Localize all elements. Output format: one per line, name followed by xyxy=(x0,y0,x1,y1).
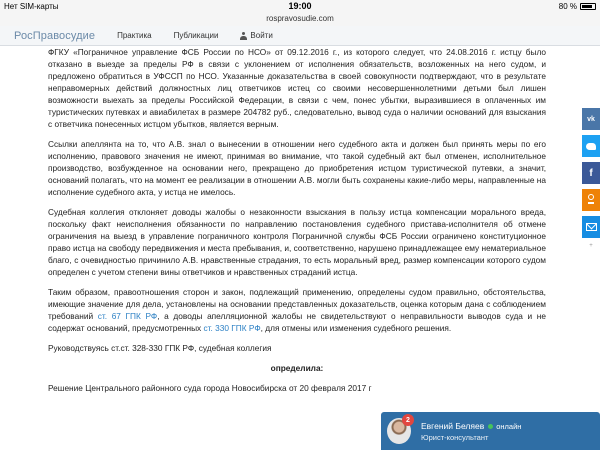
url-text: rospravosudie.com xyxy=(266,14,334,23)
twitter-icon[interactable] xyxy=(582,135,600,157)
online-status: онлайн xyxy=(496,422,522,431)
vk-icon[interactable]: vk xyxy=(582,108,600,130)
nav-login[interactable]: Войти xyxy=(240,31,272,40)
paragraph: Руководствуясь ст.ст. 328-330 ГПК РФ, судебная коллегия xyxy=(48,343,272,353)
address-bar[interactable] xyxy=(0,14,600,26)
battery-indicator xyxy=(559,2,596,11)
consultant-name: Евгений Беляев онлайн xyxy=(421,421,522,431)
site-logo[interactable]: РосПравосудие xyxy=(14,29,96,42)
paragraph: Ссылки апеллянта на то, что А.В. знал о вынесении в отношении него судебного акта и должен был принять меры по его исполнению, правового значения не имеют, принимая во внимание, что такой судебный акт был отменен, исполнительное производство, возбужденное на основании него, прекращено до приобретения истцом туристической путевки, а значит, оснований полагать, что на момент ее реализации в отношении А.В. могли быть сохранены какие-либо меры, направленные на исполнение судебного акта, у истца не имелось. xyxy=(48,139,546,197)
status-bar xyxy=(0,0,600,14)
facebook-icon[interactable]: f xyxy=(582,162,600,184)
law-link-st67[interactable]: ст. 67 ГПК РФ xyxy=(97,311,158,321)
nav-publications[interactable]: Публикации xyxy=(173,31,219,40)
battery-icon xyxy=(580,3,596,10)
battery-percent: 80 % xyxy=(558,2,577,11)
ruling-heading: определила: xyxy=(270,363,324,373)
unread-badge: 2 xyxy=(402,414,414,426)
paragraph: ФГКУ «Пограничное управление ФСБ России по НСО» от 09.12.2016 г., из которого следует, что 24.08.2016 г. истцу было отказано в выезде за пределы РФ в связи с уклонением от исполнения обязательств, возложенных на него судом, и предложено обратиться в УФССП по НСО. Указанные доказательства в своей совокупности подтверждают, что в результате неправомерных действий должностных лиц ответчиков истец со своими несовершеннолетними детьми был лишен возможности выехать за пределы Российской Федерации, в связи с чем, понес убытки, выразившиеся в оплаченных им туристических путевках и авиабилетах в размере 204782 руб., следовательно, вывод суда о наличии оснований для взыскания с ответчика понесенных истцом убытков, является верным. xyxy=(48,47,546,129)
consultant-role: Юрист-консультант xyxy=(421,433,489,442)
odnoklassniki-icon[interactable] xyxy=(582,189,600,211)
nav-practice[interactable]: Практика xyxy=(117,31,152,40)
carrier-label: Нет SIM-карты xyxy=(4,2,59,11)
more-share-icon[interactable]: + xyxy=(589,243,593,249)
paragraph: Таким образом, правоотношения сторон и закон, подлежащий применению, определены судом правильно, обстоятельства, имеющие значение для дела, установлены на основании представленных доказательств, оценка которым дана с соблюдением требований ст. 67 ГПК РФ, а доводы апелляционной жалобы не свидетельствуют о неправильности выводов суда и не содержат оснований, предусмотренных ст. 330 ГПК РФ, для отмены или изменения судебного решения. xyxy=(48,287,547,333)
law-link-st330[interactable]: ст. 330 ГПК РФ xyxy=(203,323,261,333)
share-bar xyxy=(582,108,600,249)
user-icon xyxy=(240,32,247,40)
clock: 19:00 xyxy=(288,1,312,11)
online-dot-icon xyxy=(488,424,493,429)
mail-icon[interactable] xyxy=(582,216,600,238)
paragraph: Решение Центрального районного суда города Новосибирска от 20 февраля 2017 г xyxy=(48,383,372,393)
chat-widget[interactable] xyxy=(381,412,600,450)
article-body xyxy=(48,46,546,402)
site-nav xyxy=(0,26,600,46)
paragraph: Судебная коллегия отклоняет доводы жалобы о незаконности взыскания в пользу истца компенсации морального вреда, поскольку факт неисполнения обязанности по направлению постановления судебного пристава-исполнителя об отмене ограничения на выезд в управление пограничного контроля Пограничной службы ФСБ России ограничено конституционное право истца на свободу передвижения и места пребывания, и, соответственно, нарушено принадлежащее ему нематериальное благо, с очевидностью причинило А.В. нравственные страдания, то есть моральный вред, размер компенсации которого судом определен с учетом степени вины ответчиков и нравственных страданий истца. xyxy=(48,207,546,277)
